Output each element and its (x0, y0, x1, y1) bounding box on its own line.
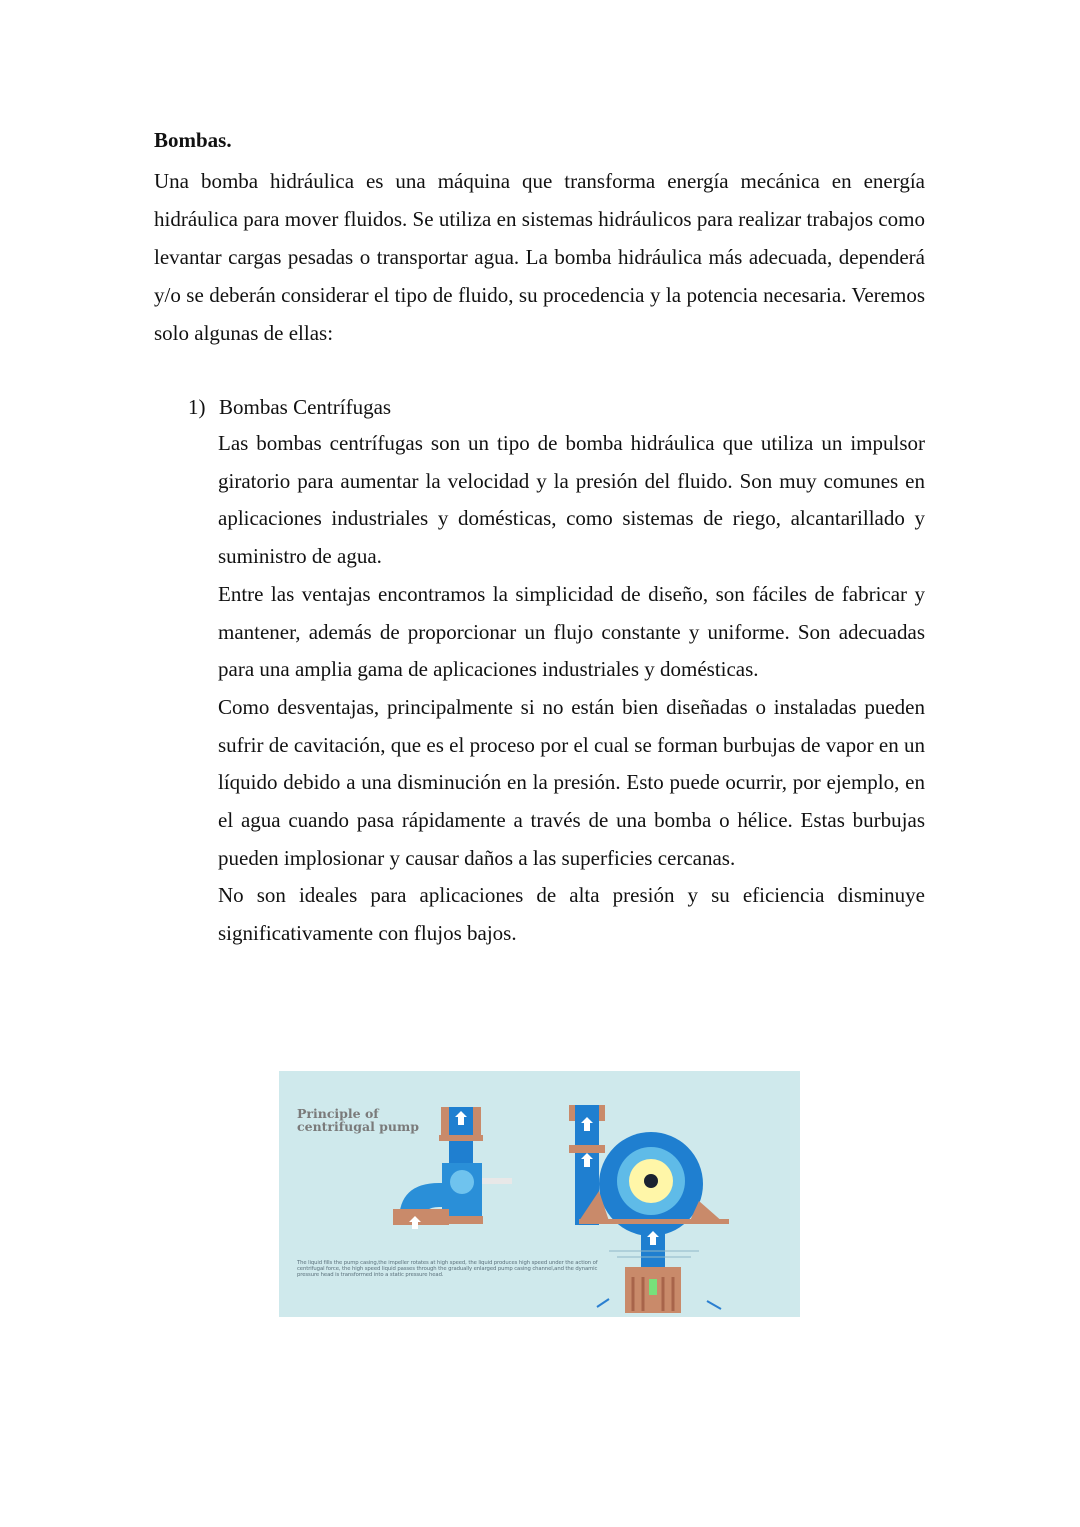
left-base-plate (449, 1216, 483, 1224)
list-number: 1) (188, 395, 206, 419)
list-item-heading (188, 390, 391, 424)
left-base-flange (393, 1209, 449, 1225)
valve-indicator (649, 1279, 657, 1295)
impeller-hub (644, 1174, 658, 1188)
figure-title-line1: Principle of (297, 1106, 379, 1121)
section-heading: Bombas. (154, 128, 232, 152)
inflow-arrow-icon (707, 1301, 721, 1309)
section-body (218, 425, 925, 953)
centrifugal-pump-figure (279, 1071, 800, 1317)
left-shaft (482, 1178, 512, 1184)
figure-caption: The liquid fills the pump casing,the impeller rotates at high speed, the liquid produces high speed under the action of centrifugal force, the high speed liquid passes through the gradually enlarged pump casing channel,and the dynamic pressure head is transformed into a static pressure head. (297, 1260, 598, 1279)
list-item-title: Bombas Centrífugas (219, 395, 392, 419)
paragraph-definition: Las bombas centrífugas son un tipo de bomba hidráulica que utiliza un impulsor giratorio para aumentar la velocidad y la presión del fluido. Son muy comunes en aplicaciones industriales y domésticas, como sistemas de riego, alcantarillado y suministro de agua. (218, 431, 925, 569)
intro-paragraph: Una bomba hidráulica es una máquina que transforma energía mecánica en energía hidráulica para mover fluidos. Se utiliza en sistemas hidráulicos para realizar trabajos como levantar cargas pesadas o transportar agua. La bomba hidráulica más adecuada, dependerá y/o se deberán considerar el tipo de fluido, su procedencia y la potencia necesaria. Veremos solo algunas de ellas: (154, 169, 925, 345)
paragraph-disadvantages: Como desventajas, principalmente si no están bien diseñadas o instaladas pueden sufrir de cavitación, que es el proceso por el cual se forman burbujas de vapor en un líquido debido a una disminución en la presión. Esto puede ocurrir, por ejemplo, en el agua cuando pasa rápidamente a través de una bomba o hélice. Estas burbujas pueden implosionar y causar daños a las superficies cercanas. (218, 694, 925, 870)
left-flange-ring (439, 1135, 483, 1141)
left-impeller (450, 1170, 474, 1194)
figure-title-line2: centrifugal pump (297, 1119, 419, 1134)
inflow-arrow-icon (597, 1299, 609, 1307)
right-flange-ring (569, 1145, 605, 1153)
right-base-plate (579, 1219, 729, 1224)
figure-title (297, 1107, 419, 1133)
paragraph-advantages: Entre las ventajas encontramos la simplicidad de diseño, son fáciles de fabricar y mantener, además de proporcionar un flujo constante y uniforme. Son adecuadas para una amplia gama de aplicaciones industriales y domésticas. (218, 581, 925, 682)
paragraph-limitations: No son ideales para aplicaciones de alta presión y su eficiencia disminuye significativamente con flujos bajos. (218, 883, 925, 946)
